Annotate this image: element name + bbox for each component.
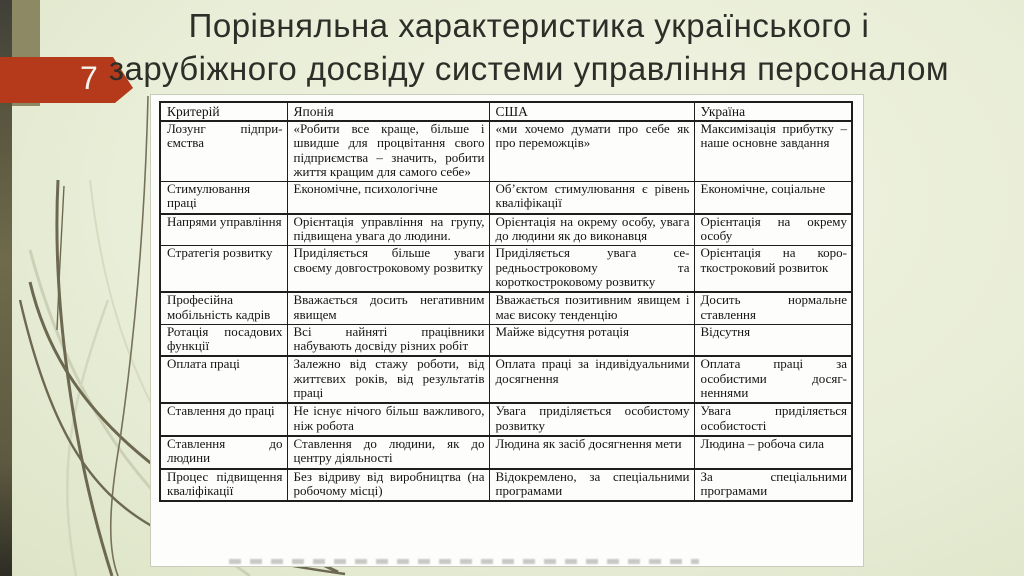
criterion-cell: Ротація посадових функції bbox=[160, 324, 287, 356]
column-header: Японія bbox=[287, 102, 489, 121]
table-cell: Ставлення до людини, як до центру діяльності bbox=[287, 436, 489, 469]
criterion-cell: Стратегія розвитку bbox=[160, 246, 287, 292]
table-cell: Максимізація прибутку – наше основне завдання bbox=[694, 121, 852, 182]
table-header-row bbox=[160, 102, 852, 121]
table-cell: Досить нормальне ставлення bbox=[694, 292, 852, 324]
criterion-cell: Напрями управління bbox=[160, 214, 287, 246]
table-cell: Приділяється більше уваги своєму довгостроковому розвитку bbox=[287, 246, 489, 292]
table-cell: Відсутня bbox=[694, 324, 852, 356]
criterion-cell: Процес підвищення кваліфікації bbox=[160, 469, 287, 502]
column-header: Україна bbox=[694, 102, 852, 121]
column-header: Критерій bbox=[160, 102, 287, 121]
table-row bbox=[160, 403, 852, 436]
table-cell: «Робити все краще, більше і швидше для процвітання свого підприємства – значить, робити життя кращим для самого себе» bbox=[287, 121, 489, 182]
table-cell: Людина – робоча сила bbox=[694, 436, 852, 469]
slide-title-line1: Порівняльна характеристика українського і bbox=[188, 7, 870, 44]
criterion-cell: Оплата праці bbox=[160, 356, 287, 403]
table-cell: Не існує нічого більш важливого, ніж робота bbox=[287, 403, 489, 436]
table-cell: Орієнтація на короткостроковий розвиток bbox=[694, 246, 852, 292]
table-row bbox=[160, 292, 852, 324]
table-cell: Увага приділяється особистому розвитку bbox=[489, 403, 694, 436]
table-cell: Вважається позитивним явищем і має високу тенденцію bbox=[489, 292, 694, 324]
table-cell: Майже відсутня ротація bbox=[489, 324, 694, 356]
comparison-table bbox=[159, 101, 853, 502]
table-cell: Орієнтація на окрему особу, увага до людини як до виконавця bbox=[489, 214, 694, 246]
table-row bbox=[160, 214, 852, 246]
table-cell: Без відриву від виробництва (на робочому місці) bbox=[287, 469, 489, 502]
criterion-cell: Ставлення до людини bbox=[160, 436, 287, 469]
table-cell: Орієнтація управління на групу, підвищена увага до людини. bbox=[287, 214, 489, 246]
table-row bbox=[160, 102, 852, 121]
table-cell: Залежно від стажу роботи, від життєвих років, від результатів праці bbox=[287, 356, 489, 403]
criterion-cell: Лозунг підприємства bbox=[160, 121, 287, 182]
table-row bbox=[160, 182, 852, 214]
table-cell: Людина як засіб досягнення мети bbox=[489, 436, 694, 469]
table-row bbox=[160, 436, 852, 469]
table-row bbox=[160, 324, 852, 356]
slide-title-line2: зарубіжного досвіду системи управління персоналом bbox=[108, 50, 950, 87]
slide-number: 7 bbox=[80, 60, 98, 96]
table-row bbox=[160, 121, 852, 182]
table-cell: «ми хочемо думати про себе як про переможців» bbox=[489, 121, 694, 182]
table-cell: За спеціальними програмами bbox=[694, 469, 852, 502]
table-cell: Економічне, соціальне bbox=[694, 182, 852, 214]
table-cell: Об’єктом стимулювання є рівень кваліфікації bbox=[489, 182, 694, 214]
column-header: США bbox=[489, 102, 694, 121]
criterion-cell: Ставлення до праці bbox=[160, 403, 287, 436]
criterion-cell: Професійна мобільність кадрів bbox=[160, 292, 287, 324]
table-cell: Економічне, психологічне bbox=[287, 182, 489, 214]
table-cell: Оплата праці за особистими досягненнями bbox=[694, 356, 852, 403]
table-row bbox=[160, 246, 852, 292]
slide-title bbox=[34, 4, 1024, 90]
table-row bbox=[160, 356, 852, 403]
table-row bbox=[160, 469, 852, 502]
table-cell: Орієнтація на окрему особу bbox=[694, 214, 852, 246]
table-cell: Всі найняті працівники набувають досвіду різних робіт bbox=[287, 324, 489, 356]
table-body bbox=[160, 121, 852, 501]
cropped-caption-text bbox=[229, 559, 699, 564]
table-cell: Оплата праці за індивідуальними досягнення bbox=[489, 356, 694, 403]
table-panel bbox=[150, 94, 864, 567]
table-cell: Вважається досить негативним явищем bbox=[287, 292, 489, 324]
criterion-cell: Стимулювання праці bbox=[160, 182, 287, 214]
table-cell: Приділяється увага середньостроковому та короткостроковому розвитку bbox=[489, 246, 694, 292]
table-cell: Відокремлено, за спеціальними програмами bbox=[489, 469, 694, 502]
table-cell: Увага приділяється особистості bbox=[694, 403, 852, 436]
